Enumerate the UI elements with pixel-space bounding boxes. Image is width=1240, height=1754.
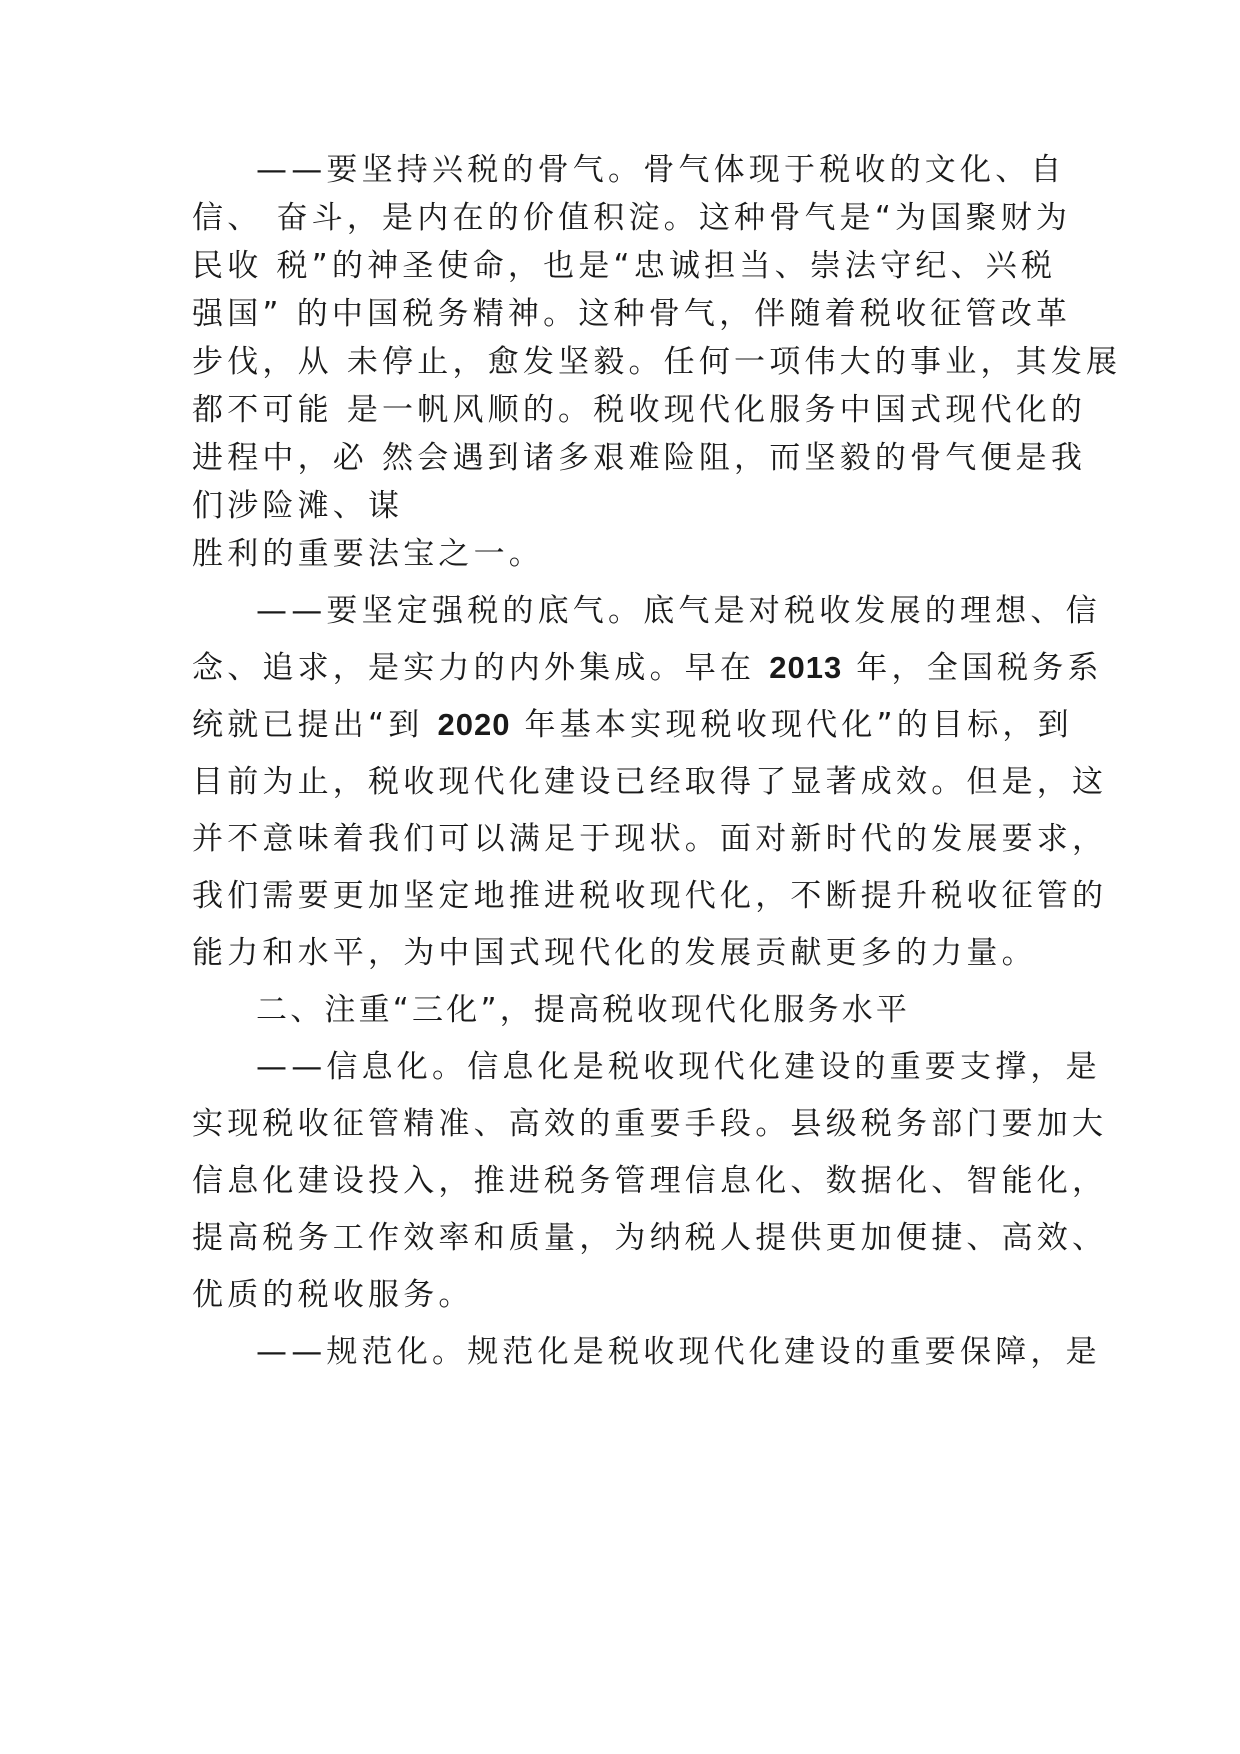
paragraph-1-line-1: ——要坚持兴税的骨气。骨气体现于税收的文化、自	[256, 152, 1066, 188]
paragraph-2-line-2-end: 年，全国税务系	[842, 650, 1103, 686]
paragraph-2-line-1: ——要坚定强税的底气。底气是对税收发展的理想、信	[256, 593, 1101, 629]
paragraph-1-line-2: 信、 奋斗，是内在的价值积淀。这种骨气是“为国聚财为	[192, 200, 1072, 236]
paragraph-3-line-3: 信息化建设投入，推进税务管理信息化、数据化、智能化，	[192, 1163, 1108, 1199]
paragraph-2-line-3-start: 统就已提出“到	[192, 707, 438, 743]
paragraph-1-line-3: 民收 税”的神圣使命，也是“忠诚担当、崇法守纪、兴税	[192, 248, 1057, 284]
paragraph-2-line-7: 能力和水平，为中国式现代化的发展贡献更多的力量。	[192, 935, 1037, 971]
paragraph-2-line-4: 目前为止，税收现代化建设已经取得了显著成效。但是，这	[192, 764, 1108, 800]
paragraph-1-line-7: 进程中，必 然会遇到诸多艰难险阻，而坚毅的骨气便是我	[192, 440, 1087, 476]
year-2013: 2013	[769, 650, 843, 685]
paragraph-2-line-2	[192, 648, 1103, 688]
paragraph-1-line-8: 们涉险滩、谋	[192, 488, 404, 524]
paragraph-2-line-3-end: 年基本实现税收现代化”的目标，到	[510, 707, 1073, 743]
paragraph-2-line-2-start: 念、追求，是实力的内外集成。早在	[192, 650, 770, 686]
paragraph-2-line-5: 并不意味着我们可以满足于现状。面对新时代的发展要求，	[192, 821, 1108, 857]
paragraph-1-line-4: 强国” 的中国税务精神。这种骨气，伴随着税收征管改革	[192, 296, 1072, 332]
paragraph-1-line-5: 步伐，从 未停止，愈发坚毅。任何一项伟大的事业，其发展	[192, 344, 1122, 380]
paragraph-3-line-1: ——信息化。信息化是税收现代化建设的重要支撑，是	[256, 1049, 1101, 1085]
paragraph-3-line-2: 实现税收征管精准、高效的重要手段。县级税务部门要加大	[192, 1106, 1108, 1142]
paragraph-3-line-4: 提高税务工作效率和质量，为纳税人提供更加便捷、高效、	[192, 1220, 1108, 1256]
section-heading-2: 二、注重“三化”，提高税收现代化服务水平	[256, 992, 911, 1028]
paragraph-4-line-1: ——规范化。规范化是税收现代化建设的重要保障，是	[256, 1334, 1101, 1370]
paragraph-3-line-5: 优质的税收服务。	[192, 1277, 474, 1313]
paragraph-2-line-3	[192, 705, 1073, 745]
year-2020: 2020	[437, 707, 511, 742]
paragraph-1-line-6: 都不可能 是一帆风顺的。税收现代化服务中国式现代化的	[192, 392, 1087, 428]
paragraph-1-line-9: 胜利的重要法宝之一。	[192, 536, 544, 572]
paragraph-2-line-6: 我们需要更加坚定地推进税收现代化，不断提升税收征管的	[192, 878, 1108, 914]
